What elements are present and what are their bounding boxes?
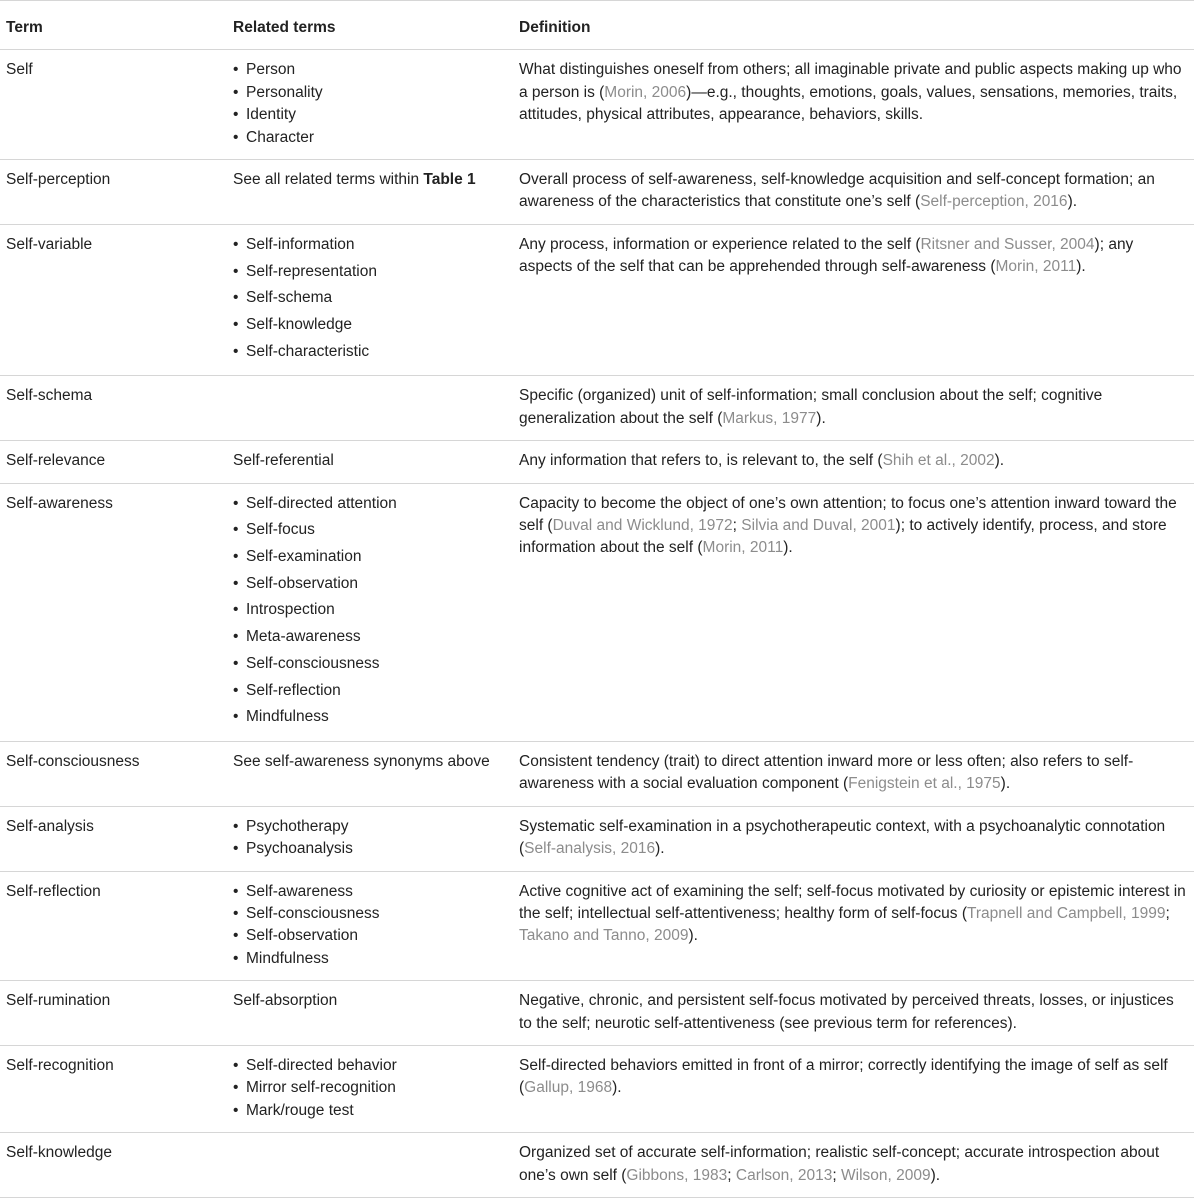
header-definition: Definition — [513, 1, 1194, 50]
related-terms-list — [233, 232, 507, 366]
related-term-item: • Psychotherapy — [233, 816, 507, 838]
related-terms-cell — [227, 376, 513, 441]
citation-link[interactable]: Gallup, 1968 — [524, 1079, 613, 1097]
term-cell: Self-reflection — [0, 871, 227, 981]
related-terms-list — [233, 59, 507, 149]
table-row — [0, 50, 1194, 160]
related-term-item: • Self-observation — [233, 571, 507, 598]
definition-cell — [513, 871, 1194, 981]
definition-cell — [513, 224, 1194, 376]
citation-link[interactable]: Silvia and Duval, 2001 — [741, 516, 896, 534]
definition-cell — [513, 376, 1194, 441]
definition-cell — [513, 981, 1194, 1046]
table-row — [0, 981, 1194, 1046]
related-term-item: • Self-information — [233, 232, 507, 259]
related-terms-cell — [227, 741, 513, 806]
related-term-item: • Self-representation — [233, 259, 507, 286]
definition-text: ). — [1000, 775, 1011, 793]
related-terms-cell — [227, 160, 513, 225]
related-term-item: • Self-observation — [233, 925, 507, 947]
related-terms-text: See self-awareness synonyms above — [233, 752, 490, 770]
definition-cell — [513, 806, 1194, 871]
definition-text: ; — [727, 1166, 736, 1184]
citation-link[interactable]: Wilson, 2009 — [841, 1166, 931, 1184]
related-term-item: • Self-awareness — [233, 881, 507, 903]
definition-text: ). — [612, 1079, 622, 1097]
term-cell: Self-awareness — [0, 483, 227, 741]
related-terms-cell — [227, 1133, 513, 1198]
table-row — [0, 741, 1194, 806]
related-terms-text: Self-referential — [233, 452, 334, 470]
definition-text: Specific (organized) unit of self-information; small conclusion about the self; cognitive generalization about the self ( — [519, 387, 1103, 427]
definition-cell — [513, 441, 1194, 483]
related-term-item: • Meta-awareness — [233, 624, 507, 651]
related-terms-cell — [227, 1045, 513, 1132]
definition-text: Systematic self-examination in a psychotherapeutic context, with a psychoanalytic connotation ( — [519, 817, 1166, 858]
term-cell: Self-knowledge — [0, 1133, 227, 1198]
related-terms-list — [233, 816, 507, 861]
definition-text: Organized set of accurate self-information; realistic self-concept; accurate introspection about one’s own self ( — [519, 1144, 1160, 1184]
related-term-item: • Person — [233, 59, 507, 81]
related-terms-cell — [227, 871, 513, 981]
term-cell: Self-rumination — [0, 981, 227, 1046]
definition-cell — [513, 1045, 1194, 1132]
table-row — [0, 441, 1194, 483]
definition-text: Overall process of self-awareness, self-knowledge acquisition and self-concept formation; an awareness of the characteristics that constitute one’s self ( — [519, 171, 1155, 211]
citation-link[interactable]: Duval and Wicklund, 1972 — [552, 516, 733, 534]
related-terms-cell — [227, 806, 513, 871]
related-terms-text: See all related terms within — [233, 171, 420, 189]
related-term-item: • Self-directed behavior — [233, 1055, 507, 1077]
related-terms-cell — [227, 981, 513, 1046]
table-row — [0, 1133, 1194, 1198]
definition-text: Negative, chronic, and persistent self-focus motivated by perceived threats, losses, or injustices to the self; neurotic self-attentiveness (see previous term for references). — [519, 992, 1174, 1032]
citation-link[interactable]: Markus, 1977 — [722, 409, 817, 427]
definition-text: Any information that refers to, is relevant to, the self ( — [519, 452, 883, 470]
definition-cell — [513, 1133, 1194, 1198]
related-term-item: • Personality — [233, 82, 507, 104]
term-cell: Self — [0, 50, 227, 160]
term-cell: Self-variable — [0, 224, 227, 376]
related-terms-cell — [227, 50, 513, 160]
related-terms-cell — [227, 224, 513, 376]
definition-text: ). — [783, 539, 793, 557]
header-related-terms: Related terms — [227, 1, 513, 50]
related-term-item: • Identity — [233, 104, 507, 126]
citation-link[interactable]: Gibbons, 1983 — [626, 1166, 728, 1184]
definition-text: Capacity to become the object of one’s own attention; to focus one’s attention inward toward the self ( — [519, 494, 1177, 534]
definition-text: ; — [732, 516, 742, 534]
definition-text: Any process, information or experience related to the self ( — [519, 235, 921, 253]
definition-text: ). — [655, 840, 665, 858]
definition-text: ). — [930, 1166, 941, 1184]
citation-link[interactable]: Self-perception, 2016 — [920, 193, 1068, 211]
related-terms-text: Self-absorption — [233, 992, 338, 1010]
citation-link[interactable]: Shih et al., 2002 — [882, 452, 995, 470]
term-cell: Self-analysis — [0, 806, 227, 871]
table-row — [0, 483, 1194, 741]
definition-cell — [513, 741, 1194, 806]
related-term-item: • Mark/rouge test — [233, 1100, 507, 1122]
related-terms-cell — [227, 441, 513, 483]
term-cell: Self-schema — [0, 376, 227, 441]
related-term-item: • Mindfulness — [233, 948, 507, 970]
table-row — [0, 224, 1194, 376]
definition-text: ; — [1165, 904, 1170, 922]
table-body — [0, 50, 1194, 1198]
citation-link[interactable]: Trapnell and Campbell, 1999 — [967, 904, 1166, 922]
table-row — [0, 871, 1194, 981]
related-term-item: • Self-directed attention — [233, 491, 507, 518]
related-terms-list — [233, 881, 507, 971]
related-term-item: • Self-focus — [233, 517, 507, 544]
table-header — [0, 1, 1194, 50]
related-term-item: • Self-consciousness — [233, 651, 507, 678]
citation-link[interactable]: Carlson, 2013 — [735, 1166, 833, 1184]
related-term-item: • Self-examination — [233, 544, 507, 571]
definition-text: What distinguishes oneself from others; all imaginable private and public aspects making up who a person is ( — [519, 61, 1182, 101]
definition-text: ). — [816, 409, 826, 427]
related-terms-list — [233, 1055, 507, 1122]
header-row — [0, 1, 1194, 50]
term-cell: Self-consciousness — [0, 741, 227, 806]
table-row — [0, 1045, 1194, 1132]
citation-link[interactable]: Morin, 2006 — [604, 83, 687, 101]
related-terms-cell — [227, 483, 513, 741]
related-terms-list — [233, 491, 507, 731]
related-term-item: • Psychoanalysis — [233, 838, 507, 860]
term-cell: Self-recognition — [0, 1045, 227, 1132]
definition-text: ). — [1067, 193, 1078, 211]
definition-text: ); any aspects of the self that can be apprehended through self-awareness ( — [519, 235, 1134, 276]
citation-link[interactable]: Ritsner and Susser, 2004 — [920, 235, 1095, 253]
definition-text: )—e.g., thoughts, emotions, goals, values, sensations, memories, traits, attitudes, physical attributes, appearance, behaviors, skills. — [519, 83, 1178, 124]
related-term-item: • Self-knowledge — [233, 312, 507, 339]
related-term-item: • Self-schema — [233, 285, 507, 312]
definition-cell — [513, 50, 1194, 160]
citation-link[interactable]: Self-analysis, 2016 — [524, 840, 656, 858]
definition-text: Consistent tendency (trait) to direct attention inward more or less often; also refers to self-awareness with a social evaluation component ( — [519, 752, 1134, 793]
table-reference: Table 1 — [423, 171, 476, 189]
table-row — [0, 376, 1194, 441]
related-term-item: • Mirror self-recognition — [233, 1077, 507, 1099]
term-cell: Self-perception — [0, 160, 227, 225]
related-term-item: • Self-reflection — [233, 678, 507, 705]
definition-cell — [513, 160, 1194, 225]
definition-text: ; — [832, 1166, 842, 1184]
related-term-item: • Mindfulness — [233, 704, 507, 731]
citation-link[interactable]: Morin, 2011 — [995, 258, 1077, 276]
definition-text: ). — [994, 452, 1005, 470]
citation-link[interactable]: Morin, 2011 — [702, 539, 784, 557]
header-term: Term — [0, 1, 227, 50]
definition-text: ). — [1076, 258, 1086, 276]
related-term-item: • Character — [233, 127, 507, 149]
citation-link[interactable]: Fenigstein et al., 1975 — [848, 775, 1001, 793]
citation-link[interactable]: Takano and Tanno, 2009 — [519, 927, 689, 945]
related-term-item: • Introspection — [233, 597, 507, 624]
definition-cell — [513, 483, 1194, 741]
definition-text: ). — [688, 927, 698, 945]
definition-text: Self-directed behaviors emitted in front of a mirror; correctly identifying the image of self as self ( — [519, 1056, 1168, 1097]
definition-text: ); to actively identify, process, and store information about the self ( — [519, 516, 1167, 557]
definition-text: Active cognitive act of examining the self; self-focus motivated by curiosity or epistemic interest in the self; intellectual self-attentiveness; healthy form of self-focus ( — [519, 882, 1186, 922]
related-term-item: • Self-consciousness — [233, 903, 507, 925]
table-row — [0, 160, 1194, 225]
related-term-item: • Self-characteristic — [233, 339, 507, 366]
table-row — [0, 806, 1194, 871]
term-cell: Self-relevance — [0, 441, 227, 483]
